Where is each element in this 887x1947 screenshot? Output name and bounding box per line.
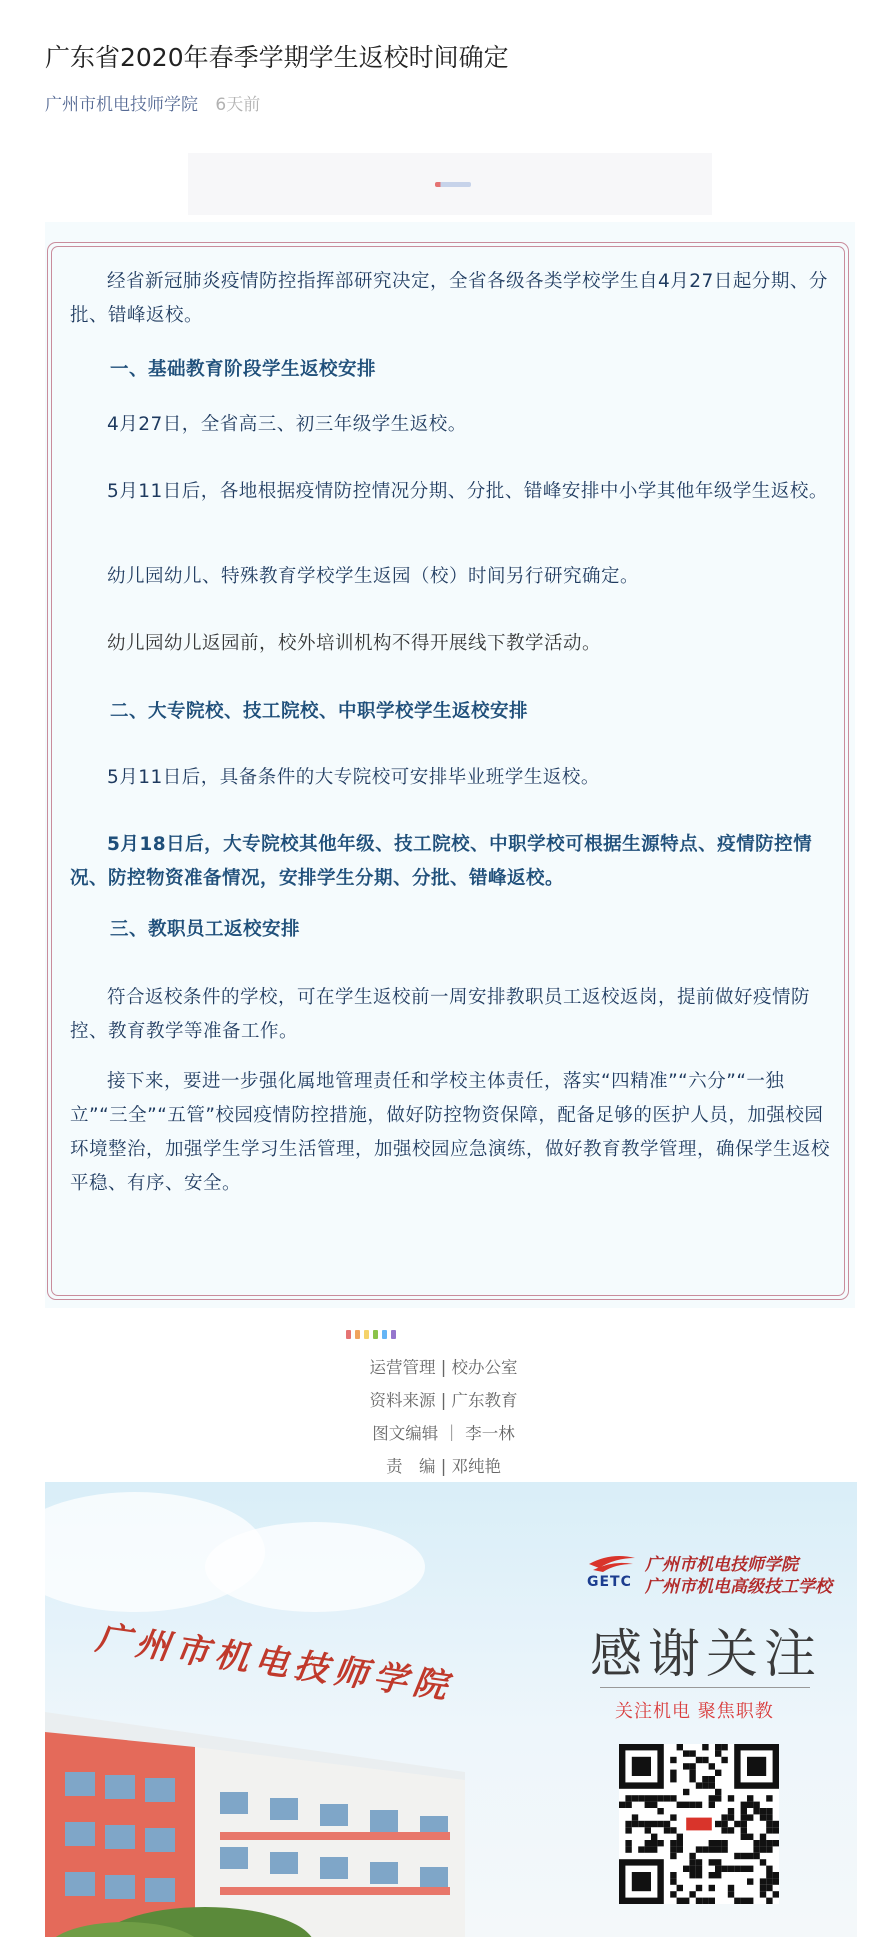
slogan-text: 关注机电 聚焦职教 <box>615 1701 774 1722</box>
paragraph-2: 4月27日，全省高三、初三年级学生返校。 <box>107 414 467 435</box>
credit-operations: 运营管理 | 校办公室 <box>369 1358 518 1377</box>
logo-name-2: 广州市机电高级技工学校 <box>645 1577 832 1597</box>
article-meta <box>45 90 260 115</box>
logo-name-1: 广州市机电技师学院 <box>645 1555 798 1575</box>
account-name-link[interactable]: 广州市机电技师学院 <box>45 95 198 115</box>
divider-line <box>600 1687 810 1688</box>
paragraph-9: 接下来，要进一步强化属地管理责任和学校主体责任，落实“四精准”“六分”“一独立”“三全”“五管”校园疫情防控措施，做好防控物资保障，配备足够的医护人员，加强校园环境整治，加强学生学习生活管理，加强校园应急演练，做好教育教学管理，确保学生返校平稳、有序、安全。 <box>70 1071 831 1194</box>
building-sign-text: 广州市机电技师学院 <box>93 1617 456 1708</box>
thanks-footer-image <box>45 1482 857 1937</box>
paragraph-7: 5月18日后，大专院校其他年级、技工院校、中职学校可根据生源特点、疫情防控情况、防控物资准备情况，安排学生分期、分批、错峰返校。 <box>70 834 813 889</box>
credit-source: 资料来源 | 广东教育 <box>369 1391 518 1410</box>
banner-image <box>188 153 712 215</box>
content-frame <box>47 242 849 1300</box>
banner-loading-mark <box>435 182 471 187</box>
article-title: 广东省2020年春季学期学生返校时间确定 <box>45 43 509 72</box>
divider-stripe <box>346 1330 351 1339</box>
section-heading-1: 一、基础教育阶段学生返校安排 <box>110 359 377 380</box>
paragraph-5: 幼儿园幼儿返园前，校外培训机构不得开展线下教学活动。 <box>107 633 602 654</box>
logo-abbrev: GETC <box>587 1574 632 1590</box>
divider-stripe <box>391 1330 396 1339</box>
credit-editor: 图文编辑 ｜ 李一林 <box>372 1424 515 1443</box>
paragraph-intro: 经省新冠肺炎疫情防控指挥部研究决定，全省各级各类学校学生自4月27日起分期、分批、错峰返校。 <box>70 271 828 326</box>
thanks-heading: 感谢关注 <box>590 1625 823 1685</box>
color-divider <box>346 1330 396 1339</box>
publish-time: 6天前 <box>215 95 261 115</box>
cloud <box>205 1522 425 1612</box>
paragraph-3: 5月11日后，各地根据疫情防控情况分期、分批、错峰安排中小学其他年级学生返校。 <box>107 481 828 502</box>
paragraph-6: 5月11日后，具备条件的大专院校可安排毕业班学生返校。 <box>107 767 600 788</box>
credit-chief-editor: 责 编 | 邓纯艳 <box>385 1457 502 1476</box>
section-heading-3: 三、教职员工返校安排 <box>110 919 301 940</box>
divider-stripe <box>382 1330 387 1339</box>
qr-code[interactable] <box>619 1744 779 1904</box>
section-heading-2: 二、大专院校、技工院校、中职学校学生返校安排 <box>110 701 529 722</box>
divider-stripe <box>355 1330 360 1339</box>
paragraph-8: 符合返校条件的学校，可在学生返校前一周安排教职员工返校返岗，提前做好疫情防控、教育教学等准备工作。 <box>70 987 811 1042</box>
article-content-panel <box>45 222 855 1308</box>
divider-stripe <box>373 1330 378 1339</box>
paragraph-4: 幼儿园幼儿、特殊教育学校学生返园（校）时间另行研究确定。 <box>107 566 640 587</box>
divider-stripe <box>364 1330 369 1339</box>
